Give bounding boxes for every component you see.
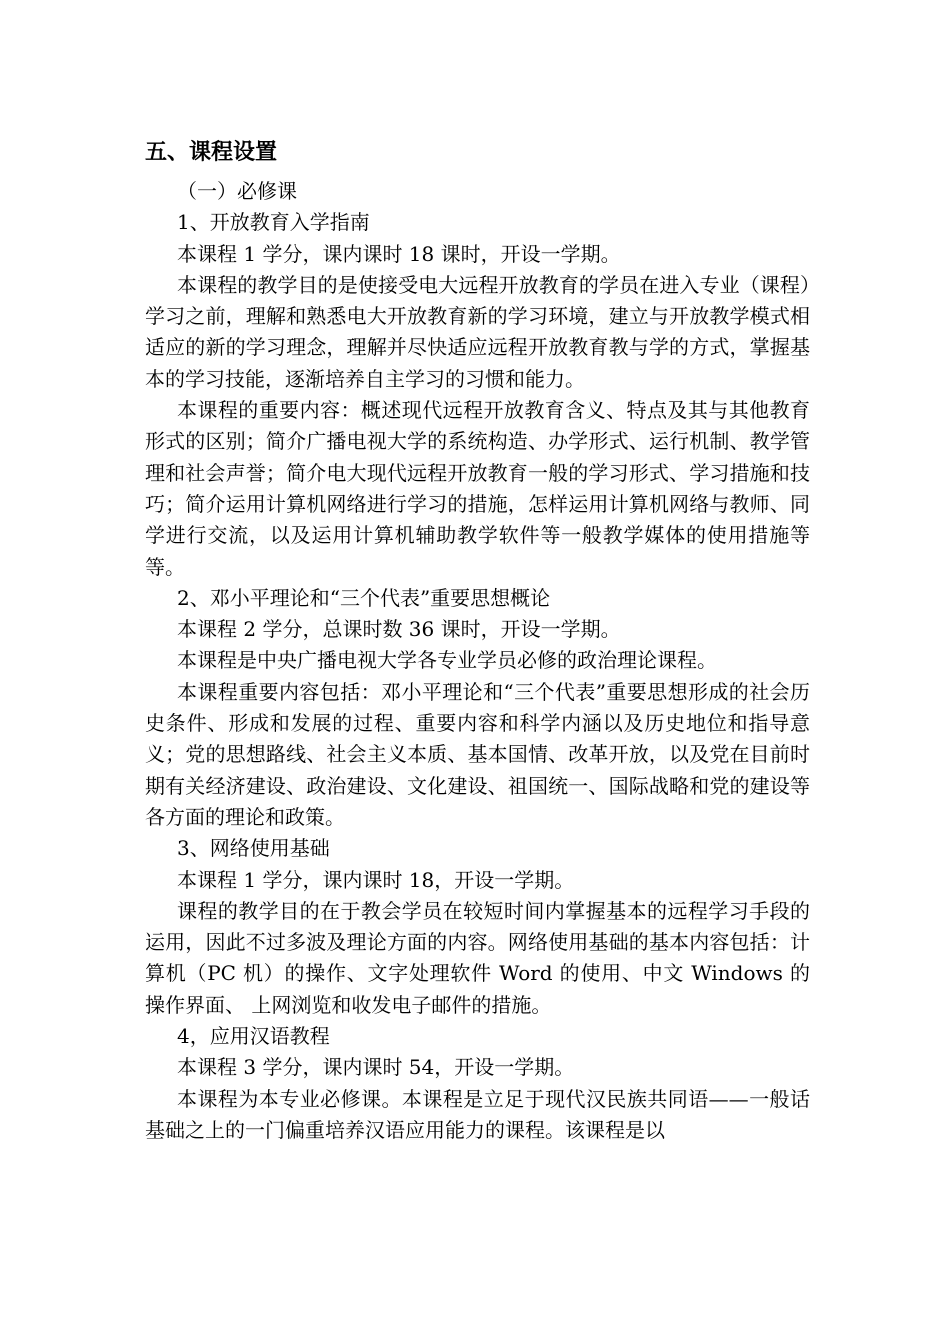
document-page [145, 130, 810, 1146]
course-credits: 本课程 2 学分，总课时数 36 课时，开设一学期。 [177, 617, 621, 642]
course-3 [145, 833, 810, 1021]
course-heading: 2、邓小平理论和“三个代表”重要思想概论 [177, 585, 551, 610]
section-title: 五、课程设置 [145, 140, 278, 165]
course-paragraph: 本课程是中央广播电视大学各专业学员必修的政治理论课程。 [177, 648, 717, 673]
course-heading: 1、开放教育入学指南 [177, 210, 370, 235]
course-4 [145, 1021, 810, 1146]
course-credits: 本课程 1 学分，课内课时 18，开设一学期。 [177, 867, 575, 892]
course-heading: 3、网络使用基础 [177, 836, 330, 861]
course-heading: 4，应用汉语教程 [177, 1024, 330, 1049]
course-credits: 本课程 3 学分，课内课时 54，开设一学期。 [177, 1055, 575, 1080]
course-paragraph: 本课程重要内容包括：邓小平理论和“三个代表”重要思想形成的社会历史条件、形成和发展的过程、重要内容和科学内涵以及历史地位和指导意义；党的思想路线、社会主义本质、基本国情、改革开放，以及党在目前时期有关经济建设、政治建设、文化建设、祖国统一、国际战略和党的建设等各方面的理论和政策。 [145, 679, 810, 829]
course-2 [145, 583, 810, 833]
subsection-title: （一）必修课 [177, 179, 297, 203]
course-paragraph: 本课程为本专业必修课。本课程是立足于现代汉民族共同语——一般话基础之上的一门偏重培养汉语应用能力的课程。该课程是以 [145, 1086, 810, 1142]
course-credits: 本课程 1 学分，课内课时 18 课时，开设一学期。 [177, 241, 621, 266]
course-paragraph: 课程的教学目的在于教会学员在较短时间内掌握基本的远程学习手段的运用，因此不过多波及理论方面的内容。网络使用基础的基本内容包括：计算机（PC 机）的操作、文字处理软件 Word 的使用、中文 Windows 的操作界面、 上网浏览和收发电子邮件的措施。 [145, 898, 810, 1017]
course-paragraph: 本课程的教学目的是使接受电大远程开放教育的学员在进入专业（课程）学习之前，理解和熟悉电大开放教育新的学习环境，建立与开放教学模式相适应的新的学习理念，理解并尽快适应远程开放教育教与学的方式，掌握基本的学习技能，逐渐培养自主学习的习惯和能力。 [145, 272, 810, 391]
course-1 [145, 207, 810, 583]
course-paragraph: 本课程的重要内容：概述现代远程开放教育含义、特点及其与其他教育形式的区别；简介广播电视大学的系统构造、办学形式、运行机制、教学管理和社会声誉；简介电大现代远程开放教育一般的学习形式、学习措施和技巧；简介运用计算机网络进行学习的措施，怎样运用计算机网络与教师、同学进行交流，以及运用计算机辅助教学软件等一般教学媒体的使用措施等等。 [145, 398, 810, 579]
